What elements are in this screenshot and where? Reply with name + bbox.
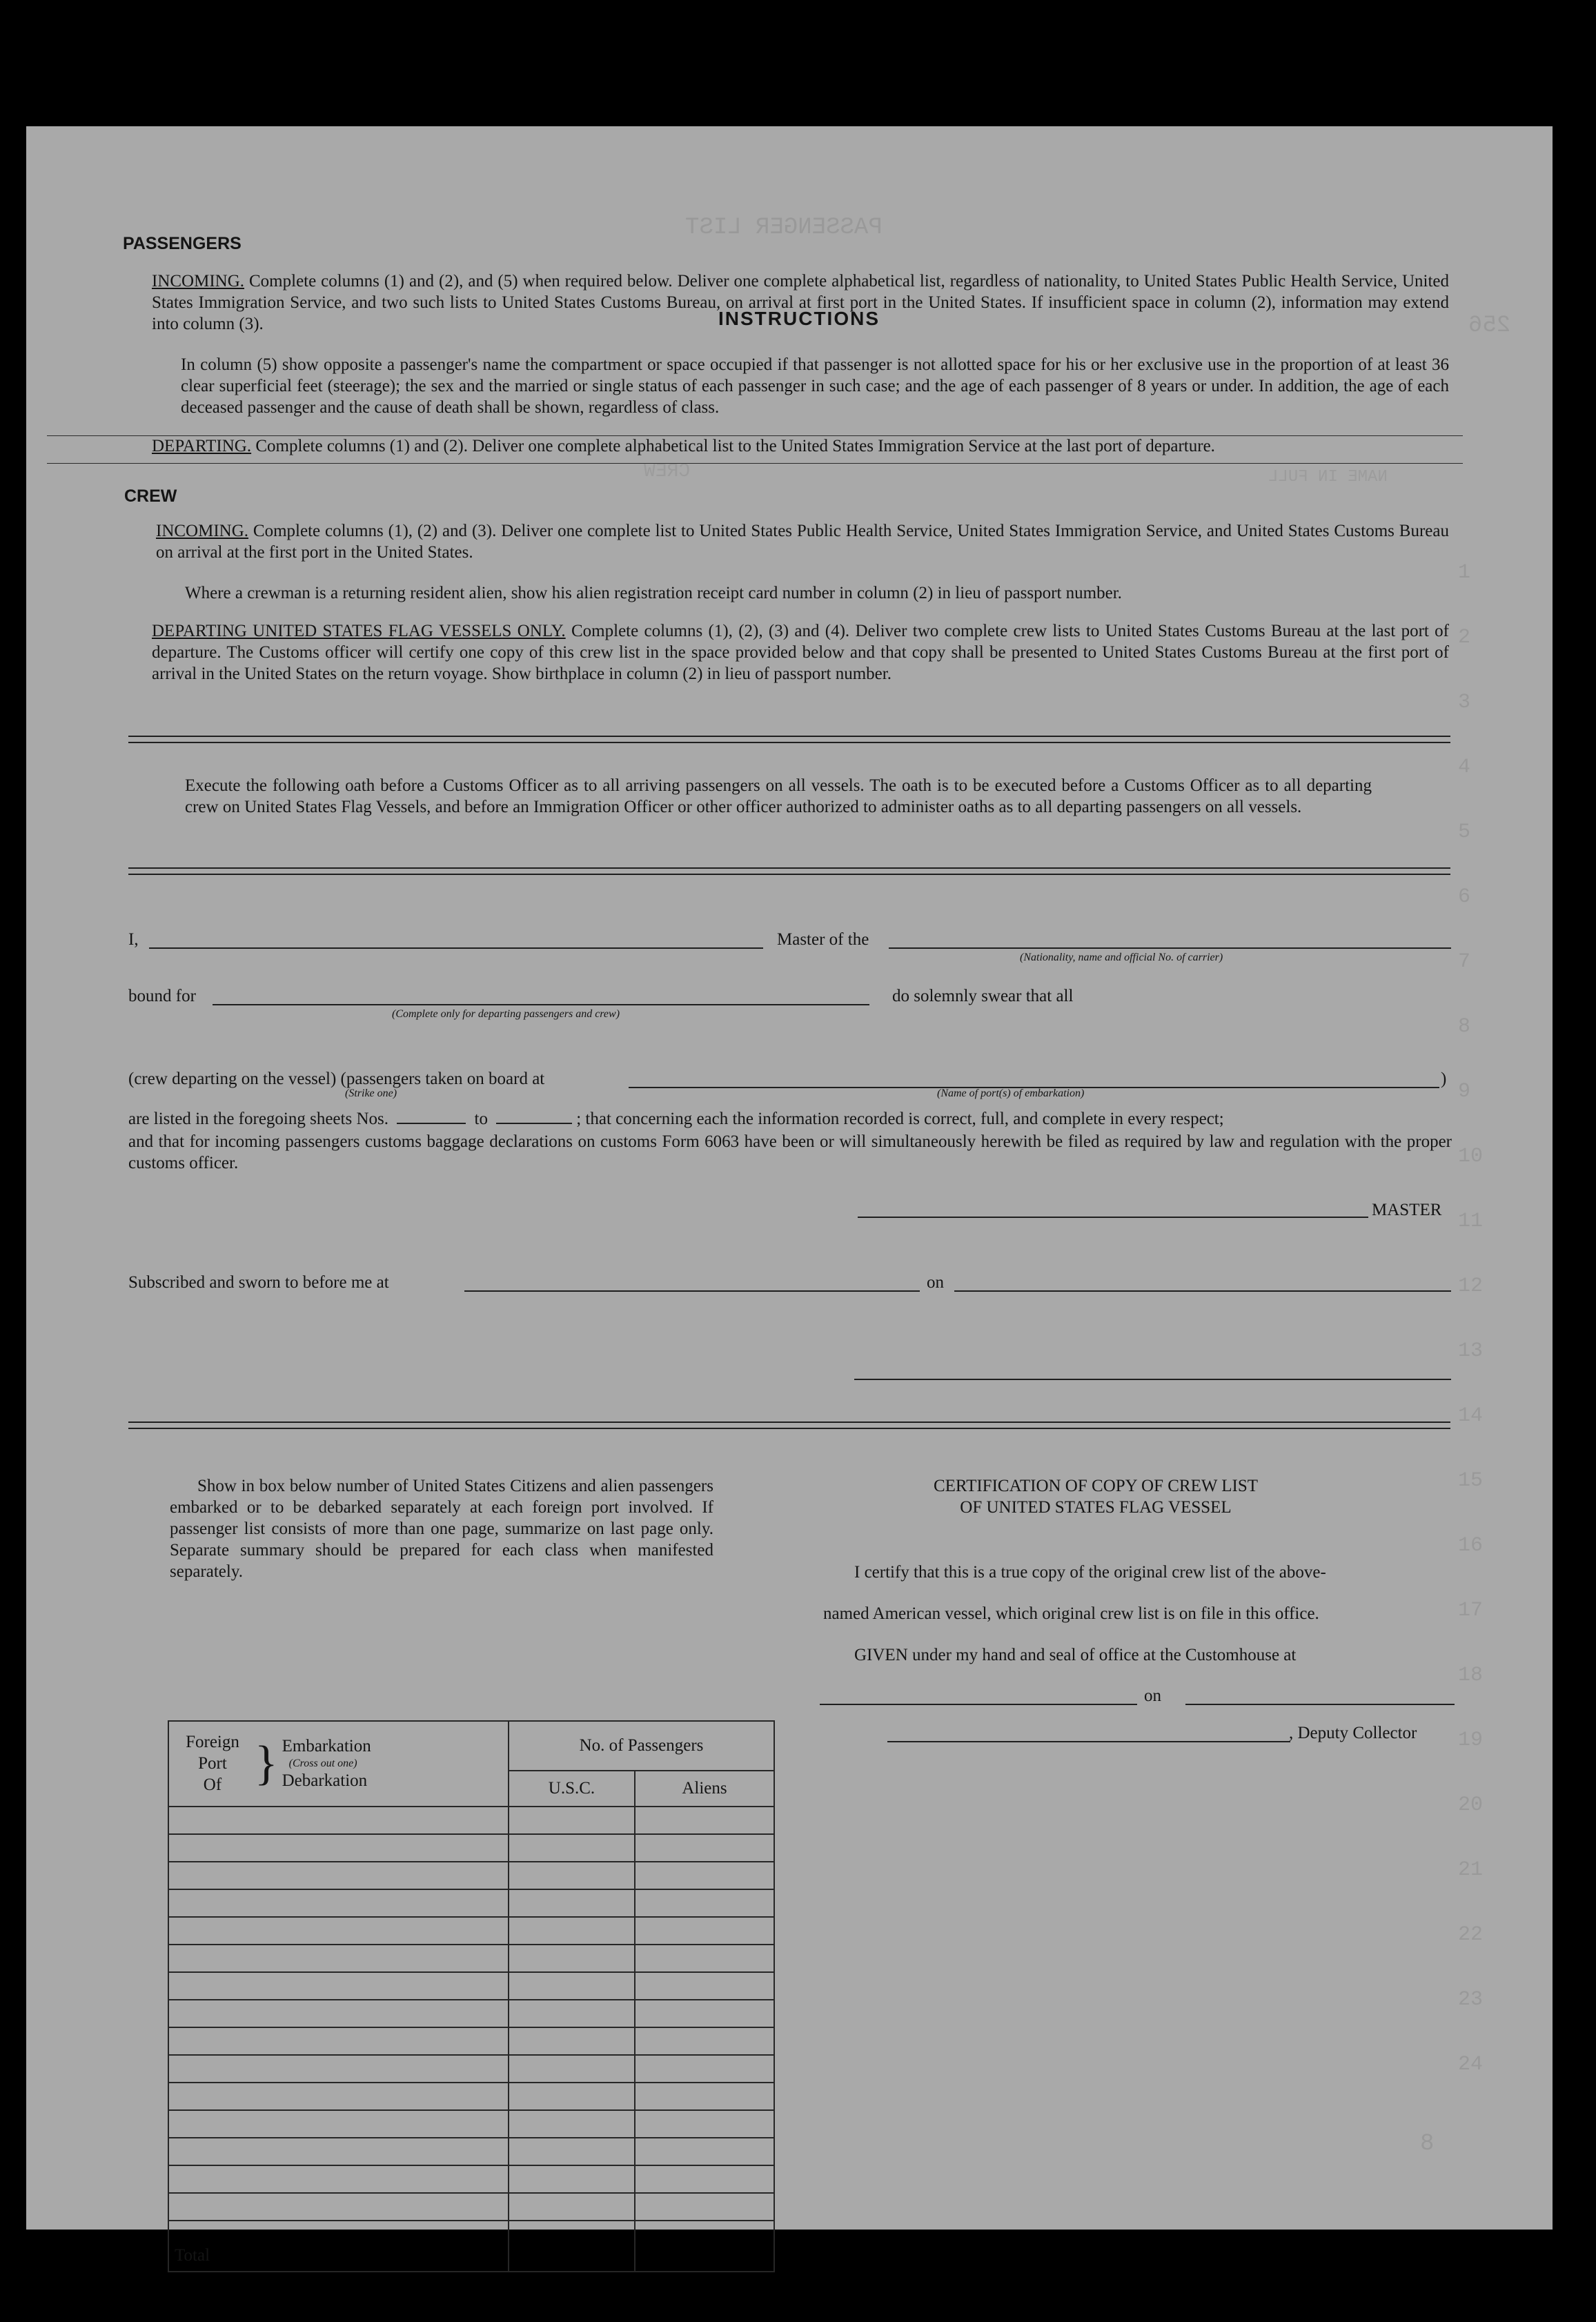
sheet-to-line [496,1123,572,1124]
divider-2 [47,463,1463,464]
column5-paragraph: In column (5) show opposite a passenger's name the compartment or space occupied if that passenger is not allotted space for his or her exclusive use in the proportion of at least 36 clear superficial feet (steerage); the sex and the married or single status of each passenger in such case; and the age of each passenger of 8 years or under. In addition, the age of each deceased passenger and the cause of death shall be shown, regardless of class. [181,355,1449,417]
baggage-declaration-text: and that for incoming passengers customs baggage declarations on customs Form 6063 have been or will simultaneously herewith be filed as required by law and regulation with the proper customs officer. [128,1132,1452,1172]
bleed-name: NAME IN FULL [1268,468,1388,486]
double-rule-2 [128,867,1450,875]
usc-cell[interactable] [509,2000,635,2027]
passengers-incoming-paragraph [152,270,1449,335]
port-cell[interactable] [168,2165,509,2193]
bleed-line-number: 13 [1458,1339,1484,1363]
swear-label: do solemnly swear that all [892,987,1074,1005]
passengers-heading: PASSENGERS [123,234,242,253]
master-of-label: Master of the [777,930,869,949]
crew-incoming-label: INCOMING. [156,522,249,540]
port-cell[interactable] [168,2110,509,2138]
double-rule-1 [128,736,1450,743]
usc-header: U.S.C. [509,1771,635,1807]
given-text: GIVEN under my hand and seal of office at the Customhouse at [854,1646,1297,1664]
bleed-line-number: 22 [1458,1923,1484,1947]
bleed-line-number: 7 [1458,950,1471,974]
bleed-title: PASSENGER LIST [685,215,883,241]
bound-for-label: bound for [128,987,196,1005]
total-label: Total [168,2221,509,2272]
listed-text-b: ; that concerning each the information recorded is correct, full, and complete in every respect; [576,1110,1224,1128]
carrier-line [889,947,1451,949]
bleed-line-number: 12 [1458,1275,1484,1298]
bleed-line-number: 10 [1458,1145,1484,1168]
officer-signature-line [854,1379,1451,1380]
usc-cell[interactable] [509,1889,635,1917]
given-place-line [820,1704,1137,1705]
usc-cell[interactable] [509,2083,635,2110]
aliens-cell[interactable] [635,1972,774,2000]
port-cell[interactable] [168,1945,509,1972]
brace-icon: } [255,1736,278,1790]
bleed-line-number: 11 [1458,1210,1484,1233]
close-paren: ) [1441,1070,1447,1088]
passengers-departing-label: DEPARTING. [152,437,252,455]
bleed-line-number: 5 [1458,820,1471,844]
col-foreign: Foreign [186,1733,239,1751]
usc-cell[interactable] [509,2193,635,2221]
double-rule-3 [128,1421,1450,1429]
aliens-cell[interactable] [635,2193,774,2221]
port-cell[interactable] [168,2138,509,2165]
sheet-from-line [397,1123,466,1124]
aliens-cell[interactable] [635,1945,774,1972]
bleed-line-number: 21 [1458,1858,1484,1882]
bleed-line-number: 3 [1458,691,1471,714]
crew-departing-label: DEPARTING UNITED STATES FLAG VESSELS ONLY. [152,622,566,640]
crew-departing-oath-label: (crew departing on the vessel) (passengers taken on board at [128,1070,545,1088]
aliens-cell[interactable] [635,2165,774,2193]
certify-text-2: named American vessel, which original crew list is on file in this office. [823,1604,1319,1623]
resident-alien-paragraph: Where a crewman is a returning resident alien, show his alien registration receipt card number in column (2) in lieu of passport number. [185,584,1122,602]
certification-title-2: OF UNITED STATES FLAG VESSEL [960,1498,1232,1517]
bleed-page-number: 8 [1420,2131,1435,2157]
bleed-line-number: 1 [1458,561,1471,584]
bleed-line-number: 14 [1458,1404,1484,1428]
strike-one-caption: (Strike one) [345,1088,397,1099]
certify-text-1: I certify that this is a true copy of the original crew list of the above- [854,1563,1326,1582]
passengers-incoming-text: Complete columns (1) and (2), and (5) when required below. Deliver one complete alphabetical list, regardless of nationality, to United States Public Health Service, United States Immigration Service, and two such lists to United States Customs Bureau, on arrival at first port in the United States. If insufficient space in column (2), information may extend into column (3). [152,272,1450,333]
crew-heading: CREW [124,486,177,506]
col-embarkation: Embarkation [282,1736,371,1755]
subscribed-label: Subscribed and sworn to before me at [128,1273,389,1292]
aliens-cell[interactable] [635,1807,774,1834]
listed-text-a: are listed in the foregoing sheets Nos. [128,1110,388,1128]
listed-text-to: to [474,1110,488,1128]
deputy-signature-line [887,1741,1290,1742]
no-passengers-header: No. of Passengers [509,1721,774,1771]
crew-incoming-paragraph [156,520,1449,563]
usc-total-cell[interactable] [509,2221,635,2272]
oath-instruction: Execute the following oath before a Customs Officer as to all arriving passengers on all vessels. The oath is to be executed before a Customs Officer as to all departing crew on United States Flag Vessels, and before an Immigration Officer or other officer authorized to administer oaths as to all departing passengers on all vessels. [185,776,1372,816]
usc-cell[interactable] [509,1945,635,1972]
crew-departing-text: Complete columns (1), (2), (3) and (4). Deliver two complete crew lists to United States Customs Bureau at the last port of departure. The Customs officer will certify one copy of this crew list in the space provided below and that copy shall be presented to United States Customs Bureau at the first port of arrival in the United States on the return voyage. Show birthplace in column (2) in lieu of passport number. [152,622,1449,683]
usc-cell[interactable] [509,1807,635,1834]
bleed-line-number: 4 [1458,756,1471,779]
passengers-departing-text: Complete columns (1) and (2). Deliver one complete alphabetical list to the United States Immigration Service at the last port of departure. [255,437,1215,455]
port-cell[interactable] [168,1917,509,1945]
aliens-cell[interactable] [635,2083,774,2110]
port-cell[interactable] [168,1889,509,1917]
port-header-cell [168,1721,509,1807]
bleed-crew: CREW [644,461,691,482]
col-cross-out: (Cross out one) [288,1757,357,1769]
bleed-line-number: 16 [1458,1534,1484,1557]
page-title: INSTRUCTIONS [718,308,880,329]
deputy-collector-label: , Deputy Collector [1289,1724,1417,1742]
bleed-line-number: 19 [1458,1729,1484,1752]
crew-incoming-text: Complete columns (1), (2) and (3). Deliver one complete list to United States Public Health Service, United States Immigration Service, and United States Customs Bureau on arrival at the first port in the United States. [156,522,1449,562]
aliens-cell[interactable] [635,1917,774,1945]
subscribed-on-label: on [927,1273,944,1292]
bleed-line-number: 9 [1458,1080,1471,1103]
port-cell[interactable] [168,2083,509,2110]
master-signature-line [858,1217,1368,1218]
carrier-caption: (Nationality, name and official No. of carrier) [1020,952,1223,963]
bound-for-caption: (Complete only for departing passengers and crew) [392,1008,620,1020]
usc-cell[interactable] [509,1972,635,2000]
bound-for-line [213,1004,869,1005]
certification-on-label: on [1144,1686,1161,1705]
bleed-line-number: 8 [1458,1015,1471,1039]
aliens-cell[interactable] [635,2138,774,2165]
bleed-line-number: 20 [1458,1793,1484,1817]
port-cell[interactable] [168,2027,509,2055]
aliens-cell[interactable] [635,2027,774,2055]
port-cell[interactable] [168,1862,509,1889]
bleed-line-number: 24 [1458,2053,1484,2076]
bleed-line-number: 15 [1458,1469,1484,1493]
port-cell[interactable] [168,2000,509,2027]
master-name-line [149,947,763,949]
port-cell[interactable] [168,1972,509,2000]
crew-departing-paragraph [152,620,1449,685]
usc-cell[interactable] [509,2110,635,2138]
oath-i-label: I, [128,930,139,949]
aliens-cell[interactable] [635,2110,774,2138]
port-cell[interactable] [168,1807,509,1834]
bleed-line-number: 17 [1458,1599,1484,1622]
usc-cell[interactable] [509,2165,635,2193]
passenger-summary-table [168,1720,775,2272]
bleed-line-number: 23 [1458,1988,1484,2011]
usc-cell[interactable] [509,2055,635,2083]
embarkation-caption: (Name of port(s) of embarkation) [937,1088,1085,1099]
aliens-cell[interactable] [635,1889,774,1917]
usc-cell[interactable] [509,2027,635,2055]
aliens-header: Aliens [635,1771,774,1807]
document-page [26,126,1553,2265]
passengers-departing-paragraph [152,435,1449,457]
usc-cell[interactable] [509,2138,635,2165]
col-of: Of [203,1775,222,1794]
usc-cell[interactable] [509,1862,635,1889]
listed-sheets-line [128,1108,1453,1130]
bleed-line-number: 18 [1458,1664,1484,1687]
port-cell[interactable] [168,1834,509,1862]
aliens-cell[interactable] [635,2055,774,2083]
usc-cell[interactable] [509,1917,635,1945]
bleed-line-number: 2 [1458,626,1471,649]
aliens-cell[interactable] [635,2000,774,2027]
col-port: Port [198,1754,227,1773]
subscribed-place-line [464,1290,920,1292]
aliens-cell[interactable] [635,1834,774,1862]
col-debarkation: Debarkation [282,1771,368,1790]
master-label: MASTER [1372,1201,1442,1219]
certification-title-1: CERTIFICATION OF COPY OF CREW LIST [933,1477,1259,1495]
aliens-cell[interactable] [635,1862,774,1889]
port-cell[interactable] [168,2193,509,2221]
bleed-form-code: 256 [1468,313,1511,339]
aliens-total-cell[interactable] [635,2221,774,2272]
usc-cell[interactable] [509,1834,635,1862]
summary-instruction: Show in box below number of United States Citizens and alien passengers embarked or to be debarked separately at each foreign port involved. If passenger list consists of more than one page, summarize on last page only. Separate summary should be prepared for each class when manifested separately. [170,1477,713,1581]
port-cell[interactable] [168,2055,509,2083]
bleed-line-number: 6 [1458,885,1471,909]
subscribed-date-line [954,1290,1451,1292]
given-date-line [1185,1704,1455,1705]
passengers-incoming-label: INCOMING. [152,272,245,291]
